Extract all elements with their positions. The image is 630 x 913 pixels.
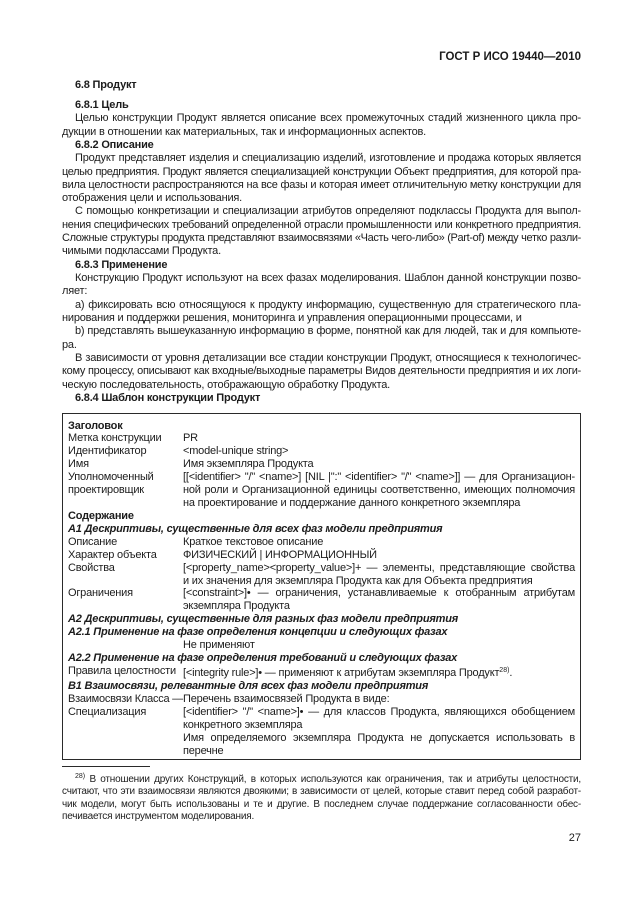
template-row xyxy=(68,458,575,471)
template-field-label: Свойства xyxy=(68,561,115,574)
footnote-mark: 28) xyxy=(75,773,86,780)
template-field-label: Правила целостности xyxy=(68,665,176,678)
template-subgroup-title: А2.2 Применение на фазе определения требований и следующих фазах xyxy=(68,652,458,665)
template-field-value: ФИЗИЧЕСКИЙ | ИНФОРМАЦИОННЫЙ xyxy=(183,548,377,561)
text-line: b) представлять вышеуказанную информацию в форме, понятной как для людей, так и для компьюте- xyxy=(75,325,581,338)
template-field-value: [<constraint>]• — ограничения, устанавливаемые к отобранным атрибутам xyxy=(183,587,575,600)
text-line: вила целостности распространяются на все фазы и которая имеет отличительную метку конструкции для xyxy=(62,178,581,191)
paragraph xyxy=(62,352,581,392)
subsection-heading: 6.8.4 Шаблон конструкции Продукт xyxy=(75,391,261,404)
template-field-label: Взаимосвязи Класса — xyxy=(68,692,183,705)
text-line: Сложные структуры продукта представляют взаимосвязями «Часть чего-либо» (Part-of) между четко разли- xyxy=(62,232,581,245)
subsection-heading: 6.8.1 Цель xyxy=(75,98,129,111)
page-number: 27 xyxy=(568,832,581,844)
template-field-label: Описание xyxy=(68,535,118,548)
template-field-value: PR xyxy=(183,432,198,445)
template-row xyxy=(68,665,575,680)
paragraph xyxy=(62,152,581,205)
text-line: а) фиксировать всю относящуюся к продукту информацию, существенную для стратегического пла- xyxy=(75,298,581,311)
text-line: С помощью конкретизации и специализации атрибутов определяют подклассы Продукта для выпол- xyxy=(75,205,581,218)
template-row xyxy=(68,432,575,445)
template-field-label: Метка конструкции xyxy=(68,432,162,445)
text-line: ра. xyxy=(62,338,77,351)
template-group-title: Содержание xyxy=(68,509,134,522)
template-field-value xyxy=(183,665,575,680)
template-field-value: Не применяют xyxy=(183,639,255,652)
template-field-value: перечне xyxy=(183,744,224,757)
template-subgroup-title: А1 Дескриптивы, существенные для всех фаз модели предприятия xyxy=(68,522,443,535)
text-line: ческую последовательность, отображающую обработку Продукта. xyxy=(62,378,391,391)
text-line: В зависимости от уровня детализации все стадии конструкции Продукт, относящиеся к технологичес- xyxy=(75,351,581,364)
text-line: Конструкцию Продукт используют на всех фазах моделирования. Шаблон данной конструкции позво- xyxy=(75,272,581,285)
text-line: целью предприятия. Продукт является специализацией конструкции Объект предприятия, для которой пра- xyxy=(62,165,581,178)
template-field-label: Ограничения xyxy=(68,587,133,600)
template-row xyxy=(68,536,575,549)
paragraph xyxy=(62,205,581,258)
template-field-value: на проектирование и поддержание данного конкретного экземпляра xyxy=(183,497,521,510)
template-field-label: Имя xyxy=(68,458,89,471)
text-line: печивается инструментом моделирования. xyxy=(62,811,255,823)
template-row xyxy=(68,445,575,458)
text-line: Продукт представляет изделия и специализацию изделий, изготовление и продажа которых является xyxy=(75,152,581,165)
template-row xyxy=(68,562,575,588)
main-text xyxy=(62,79,581,405)
template-field-label: Уполномоченный xyxy=(68,471,154,484)
section-heading: 6.8 Продукт xyxy=(75,79,137,91)
paragraph xyxy=(62,112,581,139)
template-field-value: конкретного экземпляра xyxy=(183,718,303,731)
list-item xyxy=(62,325,581,352)
text-line: кому процессу, описывают как входные/выходные параметры Видов деятельности предприятия и их логи- xyxy=(62,365,581,378)
value-text: . xyxy=(509,667,513,680)
text-line xyxy=(62,771,581,786)
template-subgroup-title: А2.1 Применение на фазе определения концепции и следующих фазах xyxy=(68,626,448,639)
template-row xyxy=(68,693,575,706)
template-field-value: [[<identifier> "/" <name>] [NIL |":" <identifier> "/" <name>]] — для Организацион- xyxy=(183,471,575,484)
text-line: считают, что эти взаимосвязи являются двоякими; в зависимости от целей, которые ставит перед собой разработ- xyxy=(62,786,581,798)
text-line: дукции в отношении как материальных, так и информационных аспектов. xyxy=(62,125,427,138)
text-line: чимыми подклассами Продукта. xyxy=(62,245,221,258)
template-field-label: Идентификатор xyxy=(68,445,147,458)
value-text: [<integrity rule>]• — применяют к атрибутам экземпляра Продукт xyxy=(183,667,500,680)
document-code: ГОСТ Р ИСО 19440—2010 xyxy=(439,51,581,63)
footnote xyxy=(62,771,581,824)
construct-template-box xyxy=(62,413,581,760)
subsection-heading: 6.8.3 Применение xyxy=(75,258,168,271)
template-field-value: Краткое текстовое описание xyxy=(183,535,324,548)
text-line: ляет: xyxy=(62,285,88,298)
template-row xyxy=(68,639,575,652)
template-field-label: Характер объекта xyxy=(68,548,157,561)
template-field-value: Имя определяемого экземпляра Продукта не допускается использовать в xyxy=(183,731,575,744)
template-row xyxy=(68,732,575,758)
text-line: чик модели, могут быть использованы и те и другие. В последнем случае поддержание согласованности обес- xyxy=(62,798,581,810)
template-field-value: и их значения для экземпляра Продукта как для Объекта предприятия xyxy=(183,574,533,587)
footnote-reference: 28) xyxy=(499,667,510,675)
template-row xyxy=(68,587,575,613)
template-field-value: Перечень взаимосвязей Продукта в виде: xyxy=(183,692,390,705)
template-field-value: [<property_name><property_value>]+ — элементы, представляющие свойства xyxy=(183,561,575,574)
template-subgroup-title: В1 Взаимосвязи, релевантные для всех фаз модели предприятия xyxy=(68,679,429,692)
footnote-text: В отношении других Конструкций, в которых используются как ограничения, так и атрибуты целостности, xyxy=(85,774,581,785)
template-row xyxy=(68,471,575,510)
template-row xyxy=(68,706,575,732)
list-item xyxy=(62,299,581,326)
template-field-value: ной роли и Организационной единицы соответственно, имеющих полномочия xyxy=(183,484,575,497)
template-field-value: <model-unique string> xyxy=(183,445,289,458)
text-line: нения специфических требований определенной отрасли промышленности или конкретного предприятия. xyxy=(62,218,581,231)
text-line: отображения цели и использования. xyxy=(62,192,243,205)
template-field-value: Имя экземпляра Продукта xyxy=(183,458,314,471)
template-field-value: [<identifier> "/" <name>]• — для классов Продукта, являющихся обобщением xyxy=(183,705,575,718)
template-field-label: проектировщик xyxy=(68,484,144,497)
text-line: нирования и поддержки решения, мониторинга и управления операционными процессами, и xyxy=(62,311,522,324)
template-field-value: экземпляра Продукта xyxy=(183,600,290,613)
footnote-divider xyxy=(62,766,150,767)
template-subgroup-title: А2 Дескриптивы, существенные для разных фаз модели предприятия xyxy=(68,613,458,626)
template-group-title: Заголовок xyxy=(68,419,123,432)
subsection-heading: 6.8.2 Описание xyxy=(75,138,154,151)
paragraph xyxy=(62,272,581,299)
template-field-label: Специализация xyxy=(68,705,147,718)
text-line: Целью конструкции Продукт является описание всех промежуточных стадий жизненного цикла про- xyxy=(75,112,581,125)
template-row xyxy=(68,549,575,562)
